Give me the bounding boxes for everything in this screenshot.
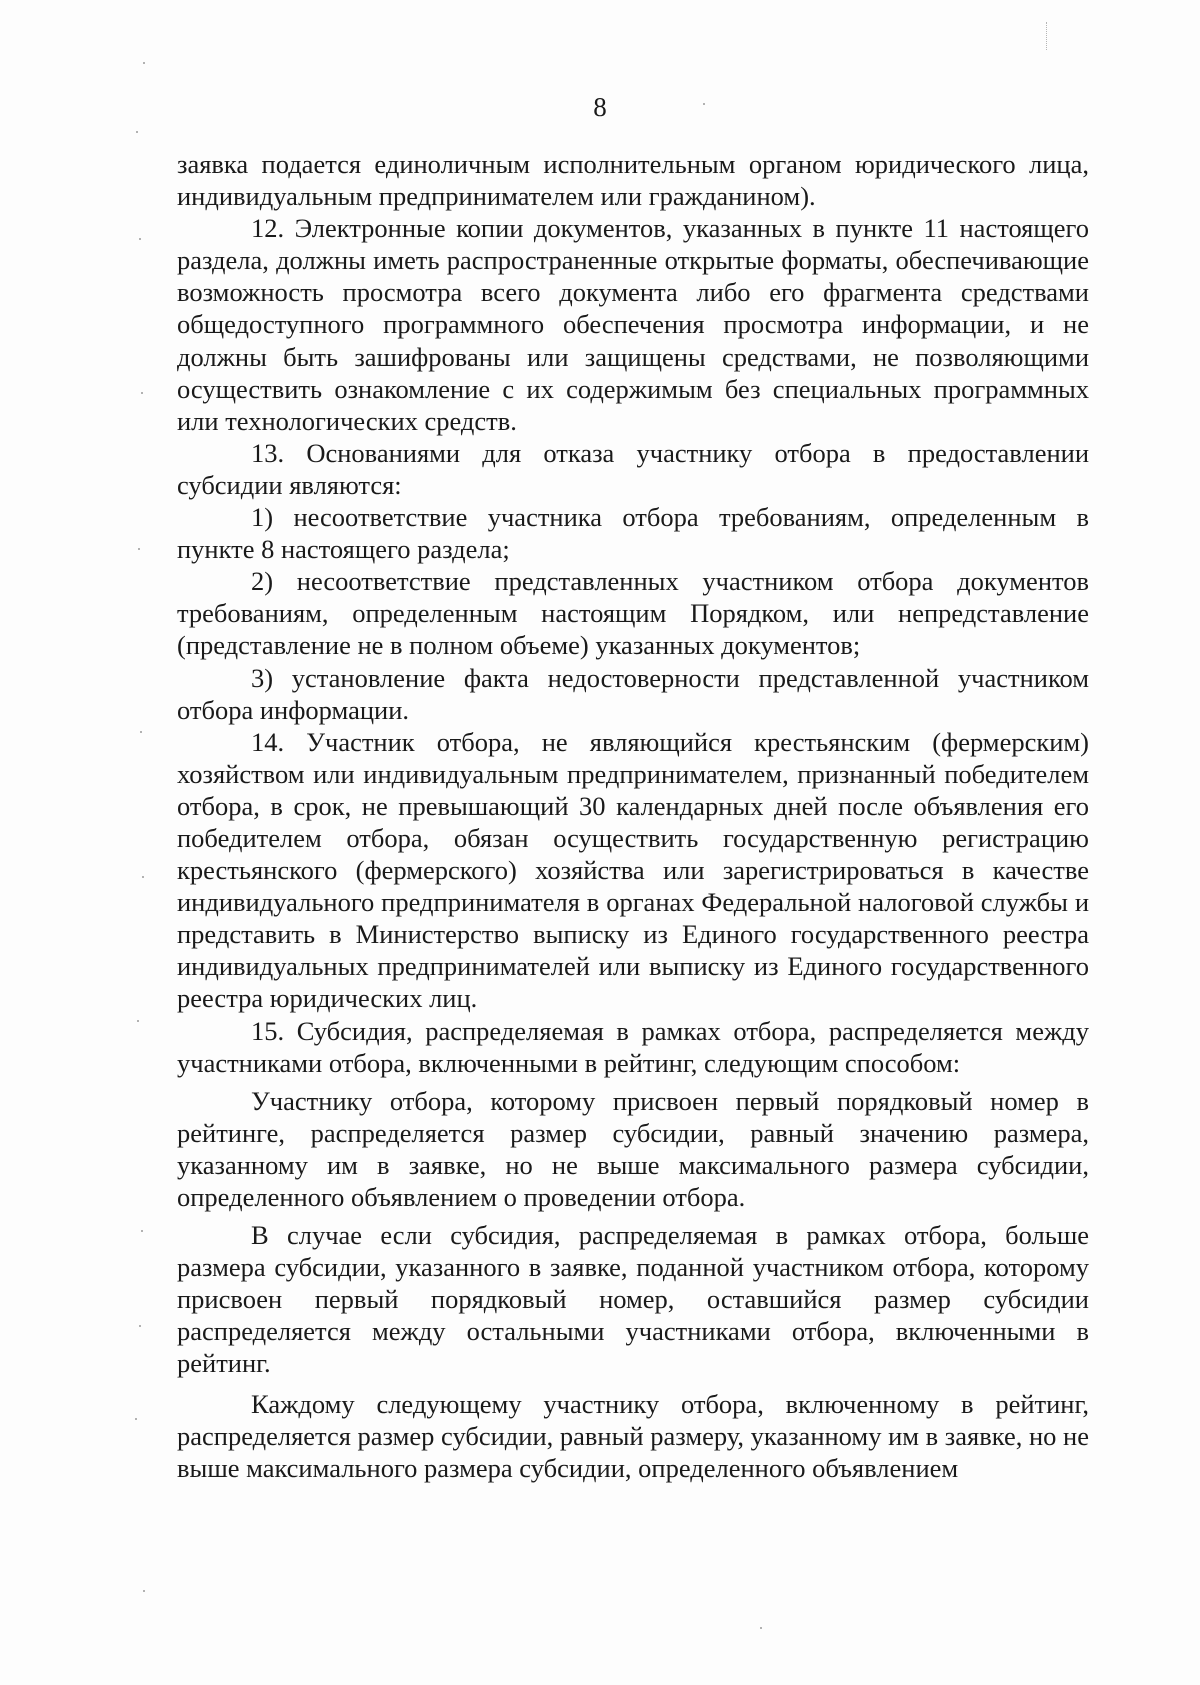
paragraph-item-12: 12. Электронные копии документов, указанных в пункте 11 настоящего раздела, должны иметь распространенные открытые форматы, обеспечивающие возможность просмотра всего документа либо его фрагмента средствами общедоступного программного обеспечения просмотра информации, и не должны быть зашифрованы или защищены средствами, не позволяющими осуществить ознакомление с их содержимым без специальных программных или технологических средств. (177, 213, 1089, 436)
scan-speck (138, 548, 140, 550)
document-body (177, 148, 1089, 1484)
paragraph-item-13-3: 3) установление факта недостоверности представленной участником отбора информации. (177, 662, 1089, 725)
paragraph-item-13-1: 1) несоответствие участника отбора требованиям, определенным в пункте 8 настоящего раздела; (177, 502, 1089, 565)
scan-speck (141, 392, 143, 394)
scan-speck (760, 1627, 762, 1629)
scan-speck (139, 1325, 141, 1327)
paragraph-item-13-2: 2) несоответствие представленных участником отбора документов требованиям, определенным настоящим Порядком, или непредставление (представление не в полном объеме) указанных документов; (177, 566, 1089, 661)
paragraph-item-15: 15. Субсидия, распределяемая в рамках отбора, распределяется между участниками отбора, включенными в рейтинг, следующим способом: (177, 1015, 1089, 1078)
paragraph-remaining-subsidy: В случае если субсидия, распределяемая в рамках отбора, больше размера субсидии, указанного в заявке, поданной участником отбора, которому присвоен первый порядковый номер, оставшийся размер субсидии распределяется между остальными участниками отбора, включенными в рейтинг. (177, 1220, 1089, 1379)
scan-speck (142, 876, 144, 878)
scan-speck (137, 1020, 139, 1022)
paragraph-next-participant: Каждому следующему участнику отбора, включенному в рейтинг, распределяется размер субсидии, равный размеру, указанному им в заявке, но не выше максимального размера субсидии, определенного объявлением (177, 1388, 1089, 1483)
paragraph-continuation: заявка подается единоличным исполнительным органом юридического лица, индивидуальным предпринимателем или гражданином). (177, 149, 1089, 212)
scan-speck (135, 1418, 137, 1420)
scan-speck (141, 1230, 143, 1232)
scan-speck (139, 238, 141, 240)
scan-speck (143, 62, 145, 64)
paragraph-item-14: 14. Участник отбора, не являющийся крестьянским (фермерским) хозяйством или индивидуальным предпринимателем, признанный победителем отбора, в срок, не превышающий 30 календарных дней после объявления его победителем отбора, обязан осуществить государственную регистрацию крестьянского (фермерского) хозяйства или зарегистрироваться в качестве индивидуального предпринимателя в органах Федеральной налоговой службы и представить в Министерство выписку из Единого государственного реестра индивидуальных предпринимателей или выписку из Единого государственного реестра юридических лиц. (177, 726, 1089, 1014)
page-number: 8 (593, 92, 607, 122)
paragraph-item-13: 13. Основаниями для отказа участнику отбора в предоставлении субсидии являются: (177, 437, 1089, 500)
scan-speck (703, 103, 705, 105)
paragraph-first-participant: Участнику отбора, которому присвоен первый порядковый номер в рейтинге, распределяется размер субсидии, равный значению размера, указанному им в заявке, но не выше максимального размера субсидии, определенного объявлением о проведении отбора. (177, 1085, 1089, 1212)
scan-edge-mark (1046, 22, 1048, 50)
scan-speck (136, 131, 138, 133)
scan-speck (140, 731, 142, 733)
scan-speck (143, 1590, 145, 1592)
